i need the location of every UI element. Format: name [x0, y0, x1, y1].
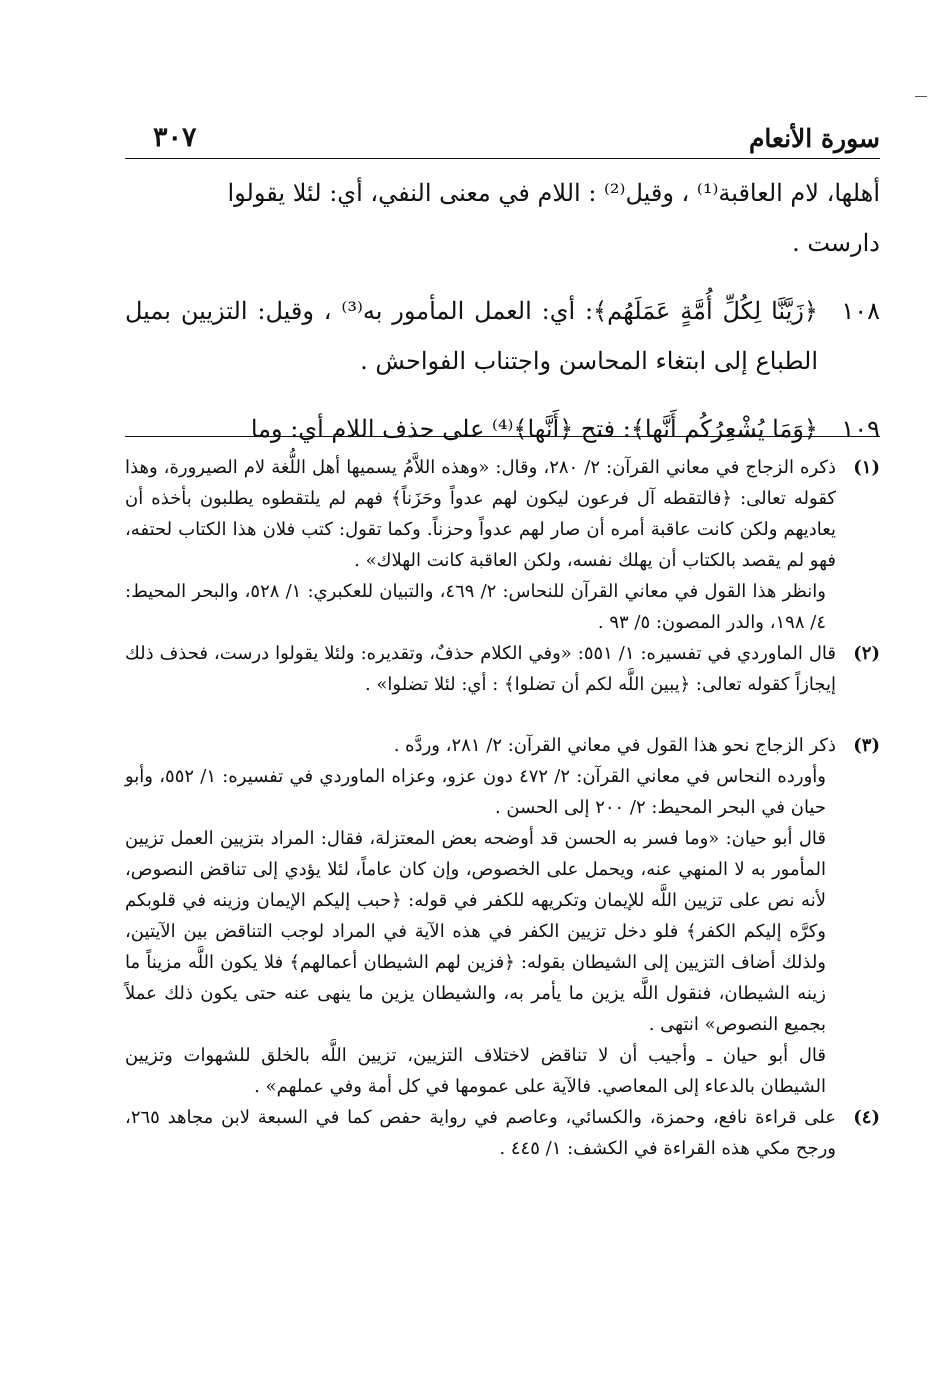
- footnote-body: [125, 452, 836, 638]
- footnote-paragraph: وأورده النحاس في معاني القرآن: ٢/ ٤٧٢ دون عزو، وعزاه الماوردي في تفسيره: ١/ ٥٥٢، وأبو حيان في البحر المحيط: ٢/ ٢٠٠ إلى الحسن .: [125, 766, 826, 818]
- footnote-body: [125, 730, 836, 1102]
- verse-108-paragraph: [125, 286, 880, 386]
- footnote-number: (٤): [853, 1107, 880, 1128]
- intro-line-2: دارست .: [792, 229, 880, 257]
- footnote-number: (٣): [853, 735, 880, 756]
- footnote-paragraph: على قراءة نافع، وحمزة، والكسائي، وعاصم في رواية حفص كما في السبعة لابن مجاهد ٢٦٥، ورجح مكي هذه القراءة في الكشف: ١/ ٤٤٥ .: [125, 1107, 836, 1159]
- verse-commentary: ﴿وَمَا يُشْعِرُكُم أَنَّها﴾: فتح ﴿أَنَّها﴾⁽⁴⁾ على حذف اللام أي: وما: [250, 415, 818, 443]
- footnote-4: [125, 1102, 880, 1164]
- margin-mark: [915, 96, 927, 97]
- footnote-paragraph: قال أبو حيان: «وما فسر به الحسن قد أوضحه بعض المعتزلة، فقال: المراد بتزيين العمل تزيين المأمور به لا المنهي عنه، ويحمل على الخصوص، وإن كان عاماً، لئلا يؤدي إلى تناقض النصوص، لأنه نص على تزيين اللَّه للإيمان وتكريهه للكفر في قوله: ﴿حبب إليكم الإيمان وزينه في قلوبكم وكرَّه إليكم الكفر﴾ فلو دخل تزيين الكفر في هذه الآية في المراد لوجب التناقض بين الآيتين، ولذلك أضاف التزيين إلى الشيطان بقوله: ﴿فزين لهم الشيطان أعمالهم﴾ فلا يكون اللَّه مزيناً ما زينه الشيطان، فنقول اللَّه يزين ما يأمر به، والشيطان يزين ما ينهى عنه حتى يكون ذلك عملاً بجميع النصوص» انتهى .: [125, 828, 826, 1035]
- main-text: [125, 168, 880, 454]
- verse-commentary: ﴿زَيَّنَّا لِكُلِّ أُمَّةٍ عَمَلَهُم﴾: أي: العمل المأمور به⁽³⁾ ، وقيل: التزيين بميل الطباع إلى ابتغاء المحاسن واجتناب الفواحش .: [125, 297, 818, 375]
- page-header: [125, 118, 880, 159]
- footnote-3: [125, 730, 880, 1102]
- footnote-paragraph: ذكر الزجاج نحو هذا القول في معاني القرآن: ٢/ ٢٨١، وردَّه .: [393, 735, 836, 756]
- footnote-divider: [125, 436, 880, 437]
- footnote-paragraph: قال أبو حيان ـ وأجيب أن لا تناقض لاختلاف التزيين، تزيين اللَّه بالخلق للشهوات وتزيين الشيطان بالدعاء إلى المعاصي. فالآية على عمومها في كل أمة وفي عملهم» .: [125, 1045, 826, 1097]
- footnote-body: [125, 638, 836, 700]
- surah-title: سورة الأنعام: [748, 124, 880, 153]
- footnote-paragraph: ذكره الزجاج في معاني القرآن: ٢/ ٢٨٠، وقال: «وهذه اللاَّمُ يسميها أهل اللُّغة لام الصيرورة، وهذا كقوله تعالى: ﴿فالتقطه آل فرعون ليكون لهم عدواً وحَزَناً﴾ فهم لم يلتقطوه يطلبون بأخذه أن يعاديهم ولكن كانت عاقبة أمره أن صار لهم عدواً وحزناً. وكما تقول: كتب فلان هذا الكتاب لحتفه، فهو لم يقصد بالكتاب أن يهلك نفسه، ولكن العاقبة كانت الهلاك» .: [125, 457, 836, 571]
- footnote-body: [125, 1102, 836, 1164]
- verse-109-paragraph: [125, 404, 880, 454]
- footnote-number: (١): [853, 457, 880, 478]
- page-number: ٣٠٧: [153, 122, 197, 153]
- verse-number: ١٠٨: [841, 297, 880, 325]
- footnote-number: (٢): [853, 643, 880, 664]
- footnote-paragraph: قال الماوردي في تفسيره: ١/ ٥٥١: «وفي الكلام حذفٌ، وتقديره: ولئلا يقولوا درست، فحذف ذلك إيجازاً كقوله تعالى: ﴿يبين اللَّه لكم أن تضلوا﴾ : أي: لئلا تضلوا» .: [125, 643, 836, 695]
- footnote-2: [125, 638, 880, 700]
- footnote-1: [125, 452, 880, 638]
- footnotes: [125, 452, 880, 1164]
- footnote-paragraph: وانظر هذا القول في معاني القرآن للنحاس: ٢/ ٤٦٩، والتبيان للعكبري: ١/ ٥٢٨، والبحر المحيط: ٤/ ١٩٨، والدر المصون: ٥/ ٩٣ .: [125, 581, 826, 633]
- verse-number: ١٠٩: [841, 415, 880, 443]
- intro-line-1: أهلها، لام العاقبة⁽¹⁾ ، وقيل⁽²⁾ : اللام في معنى النفي، أي: لئلا يقولوا: [227, 179, 880, 207]
